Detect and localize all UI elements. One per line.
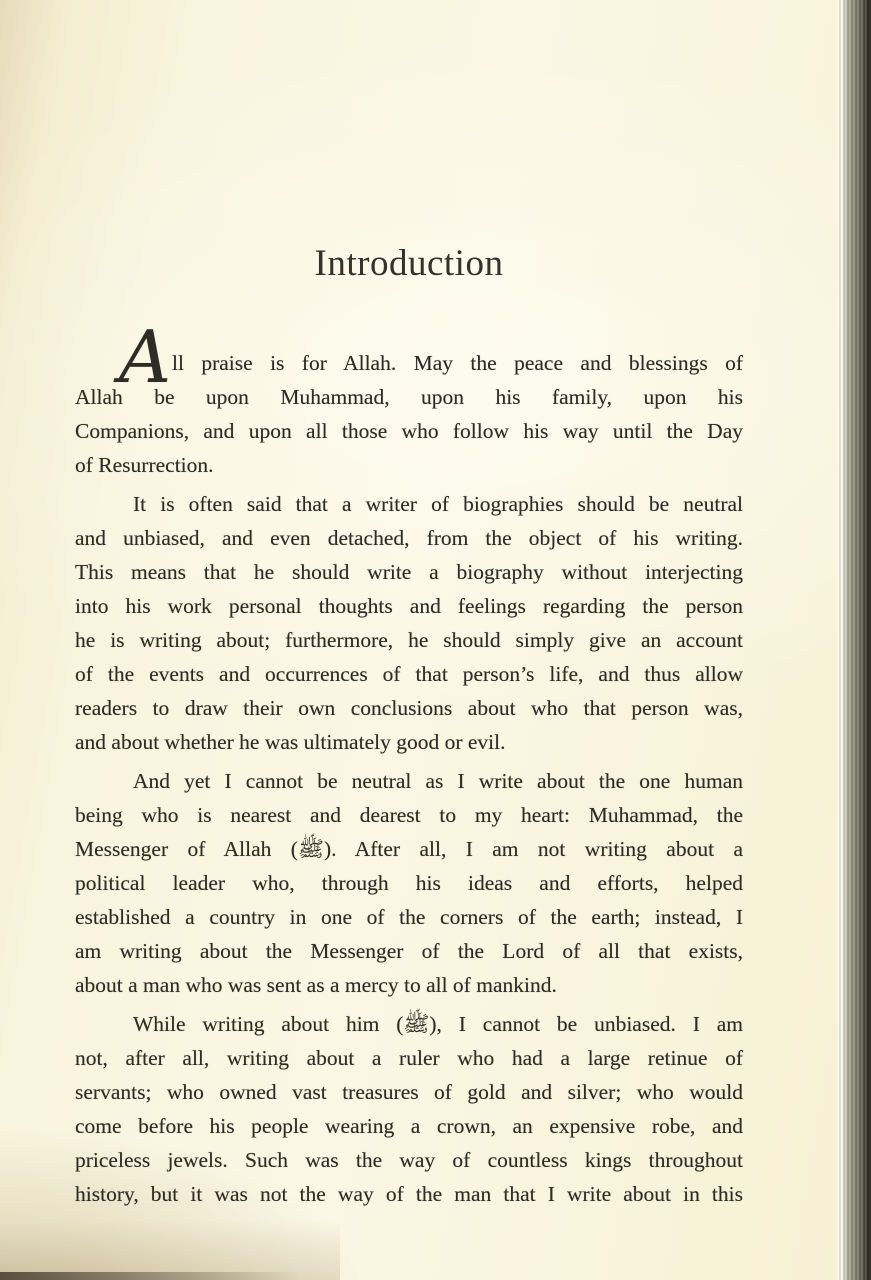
text-line: and about whether he was ultimately good or evil. [75,730,506,754]
body-text [75,315,743,1211]
text-line: established a country in one of the corners of the earth; instead, I [75,905,743,929]
text-line: he is writing about; furthermore, he should simply give an account [75,628,743,652]
page-edge-strip [837,0,871,1280]
text-line: Allah be upon Muhammad, upon his family, upon his [75,385,743,409]
text-line: not, after all, writing about a ruler who had a large retinue of [75,1046,743,1070]
text-line: Companions, and upon all those who follow his way until the Day [75,419,743,443]
text-line: am writing about the Messenger of the Lord of all that exists, [75,939,743,963]
text-line: into his work personal thoughts and feelings regarding the person [75,594,743,618]
text-line: Messenger of Allah (ﷺ). After all, I am not writing about a [75,837,743,861]
text-column [75,0,743,1216]
text-line: It is often said that a writer of biographies should be neutral [133,492,743,516]
text-line: and unbiased, and even detached, from the object of his writing. [75,526,743,550]
bottom-edge-shadow [0,1272,300,1280]
paragraph [75,764,743,1002]
text-line: about a man who was sent as a mercy to all of mankind. [75,973,557,997]
bottom-left-shading [0,1220,340,1280]
text-line: come before his people wearing a crown, an expensive robe, and [75,1114,743,1138]
chapter-title: Introduction [314,243,504,284]
text-line: While writing about him (ﷺ), I cannot be unbiased. I am [133,1012,743,1036]
text-line: priceless jewels. Such was the way of countless kings throughout [75,1148,743,1172]
paragraph [75,1007,743,1211]
paragraph [75,487,743,759]
text-line: This means that he should write a biography without interjecting [75,560,743,584]
text-line: of the events and occurrences of that person’s life, and thus allow [75,662,743,686]
paragraph [75,315,743,482]
text-line: history, but it was not the way of the man that I write about in this [75,1182,743,1206]
text-line: readers to draw their own conclusions about who that person was, [75,696,743,720]
text-line: of Resurrection. [75,453,214,477]
text-line: All praise is for Allah. May the peace and blessings of [119,315,743,399]
text-line: political leader who, through his ideas and efforts, helped [75,871,743,895]
text-line: servants; who owned vast treasures of gold and silver; who would [75,1080,743,1104]
text-line: being who is nearest and dearest to my heart: Muhammad, the [75,803,743,827]
text-line: And yet I cannot be neutral as I write about the one human [133,769,743,793]
